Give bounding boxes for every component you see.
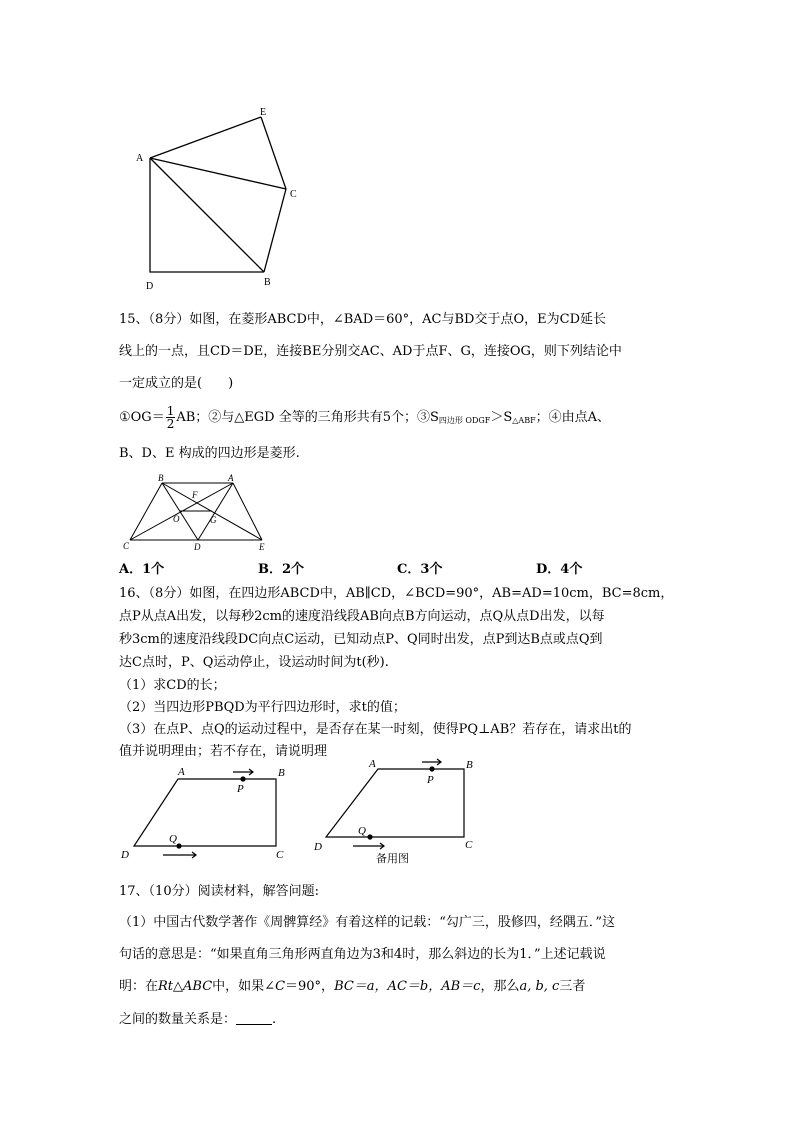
label-c: C [123,541,130,551]
trapezoid-abcd [134,779,276,846]
segment-ac [150,158,286,189]
q17-l4-d: ＝90°， [285,979,335,994]
point-p-backup [429,766,434,771]
label-c: C [465,839,473,851]
q15-frac-den: 2 [166,417,175,431]
label-b: B [264,277,271,288]
backup-caption: 备用图 [376,853,409,865]
q17-l4-e: BC＝a，AC＝b，AB＝c [334,979,481,994]
q17-l4-rt: Rt△ABC [158,979,213,994]
label-c: C [276,849,284,861]
diagonal-ab [150,158,264,272]
label-c: C [290,189,297,200]
label-d: D [194,542,201,552]
label-f: F [192,490,198,500]
q17-line5 [119,1012,276,1028]
q15-choice-d: D．4个 [536,562,583,577]
q15-frac-num: 1 [166,404,175,418]
answer-blank[interactable] [236,1012,272,1025]
label-b: B [158,473,164,483]
point-p [240,776,245,781]
label-a: A [136,153,144,164]
q17-line3: 句话的意思是：“如果直角三角形两直角边为3和4时，那么斜边的长为1．”上述记载说 [119,947,606,962]
label-p: P [237,783,244,795]
q17-l4-c: C [275,979,286,994]
q16-line4: 达C点时，P、Q运动停止，设运动时间为t(秒). [119,655,389,670]
point-q [176,843,181,848]
q16-line2: 点P从点A出发，以每秒2cm的速度沿线段AB向点B方向运动，点Q从点D出发，以每 [119,609,605,624]
segment-ae [150,117,261,158]
q15-gt: ＞S [490,410,513,425]
figure-square-triangle [130,105,305,300]
q17-l5-text: 之间的数量关系是： [119,1012,237,1027]
q17-l4-a: 明：在 [119,979,159,994]
label-q: Q [169,833,177,845]
label-a: A [178,766,185,778]
figure-trapezoid-backup [308,754,488,866]
q15-choice-b: B．2个 [258,562,305,577]
label-p: P [427,774,434,786]
label-d: D [146,281,154,292]
q15-choice-a: A．1个 [119,562,165,577]
q17-l5-end: . [272,1012,277,1027]
q17-l4-h: 三者 [559,979,586,994]
figure-trapezoid-main [118,762,298,866]
label-e: E [259,542,265,552]
q16-sub2: （2）当四边形PBQD为平行四边形时，求t的值； [119,700,406,715]
q15-options-line [119,402,610,437]
q15-fraction [166,405,176,430]
label-g: G [210,515,217,525]
q15-line3: 一定成立的是( ) [119,376,234,391]
label-a: A [228,473,234,483]
figure-rhombus [120,470,275,552]
label-q: Q [358,825,366,837]
q17-line4 [119,979,585,995]
q15-sub1: 四边形 ODGF [438,416,491,425]
q15-opt-end: ；④由点A、 [535,410,611,425]
label-d: D [121,849,129,861]
q15-opt-mid: AB；②与△EGD 全等的三角形共有5个；③S [176,410,439,425]
q15-line5: B、D、E 构成的四边形是菱形. [119,446,300,461]
q15-sub2: △ABF [512,416,536,425]
q16-line1: 16、（8分）如图，在四边形ABCD中，AB∥CD，∠BCD=90°，AB=AD=10cm，BC=8cm， [119,586,674,601]
segment-ec [261,117,286,189]
q16-sub3b: 值并说明理由；若不存在，请说明理 [119,744,328,759]
label-e: E [260,107,267,118]
segment-cb [264,189,286,272]
q16-sub3: （3）在点P、点Q的运动过程中，是否存在某一时刻，使得PQ⊥AB？若存在，请求出t的 [119,722,632,737]
q15-opt-prefix: ①OG＝ [119,410,165,425]
q17-line1: 17、（10分）阅读材料，解答问题: [119,884,319,899]
label-a: A [369,758,376,770]
label-o: O [173,514,180,524]
q15-line1: 15、（8分）如图，在菱形ABCD中，∠BAD＝60°，AC与BD交于点O，E为CD延长 [119,312,606,327]
trapezoid-abcd-backup [326,769,464,837]
q16-sub1: （1）求CD的长； [119,678,226,693]
label-b: B [466,759,473,771]
q17-l4-f: ，那么 [480,979,520,994]
q17-l4-g: a, b, c [519,979,560,994]
q17-l4-b: 中，如果∠ [212,979,276,994]
point-q-backup [367,834,372,839]
q15-line2: 线上的一点，且CD＝DE，连接BE分别交AC、AD于点F、G，连接OG，则下列结论中 [119,344,622,359]
q16-line3: 秒3cm的速度沿线段DC向点C运动，已知动点P、Q同时出发，点P到达B点或点Q到 [119,632,603,647]
label-d: D [314,841,322,853]
q15-choice-c: C．3个 [397,562,443,577]
q17-line2: （1）中国古代数学著作《周髀算经》有着这样的记载：“勾广三，股修四，经隅五．”这 [119,915,616,930]
label-b: B [278,767,285,779]
